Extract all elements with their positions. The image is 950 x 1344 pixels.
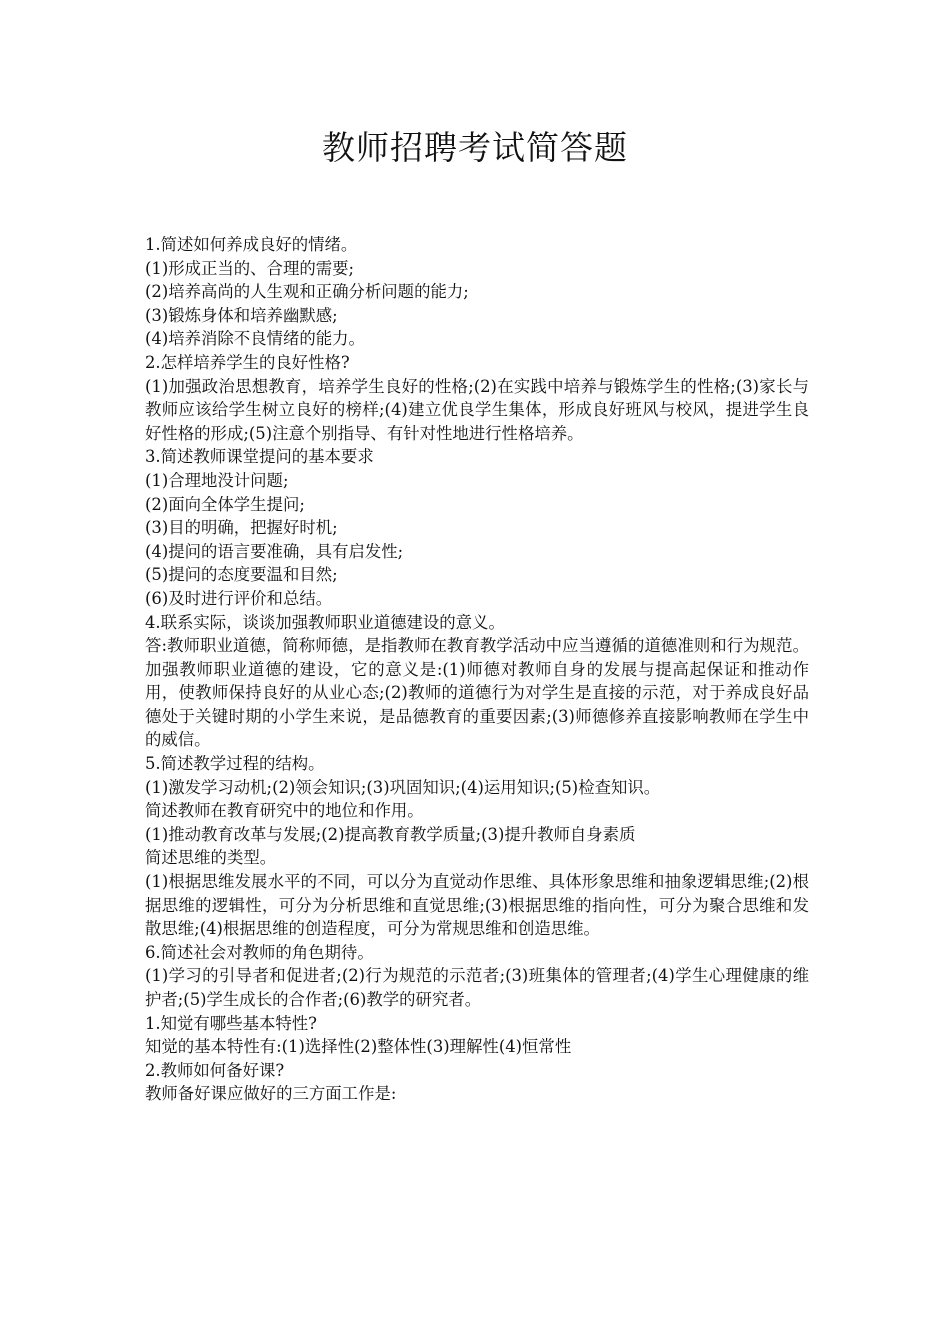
paragraph: (1)学习的引导者和促进者;(2)行为规范的示范者;(3)班集体的管理者;(4)学生心理健康的维护者;(5)学生成长的合作者;(6)教学的研究者。 bbox=[145, 966, 809, 1009]
paragraph: 答:教师职业道德，简称师德，是指教师在教育教学活动中应当遵循的道德准则和行为规范。加强教师职业道德的建设，它的意义是:(1)师德对教师自身的发展与提高起保证和推动作用，使教师保持良好的从业心态;(2)教师的道德行为对学生是直接的示范，对于养成良好品德处于关键时期的小学生来说，是品德教育的重要因素;(3)师德修养直接影响教师在学生中的威信。 bbox=[145, 636, 809, 750]
paragraph: (6)及时进行评价和总结。 bbox=[145, 588, 333, 608]
paragraph: 简述教师在教育研究中的地位和作用。 bbox=[145, 801, 424, 821]
paragraph: 1.知觉有哪些基本特性? bbox=[145, 1013, 317, 1033]
paragraph: (4)培养消除不良情绪的能力。 bbox=[145, 329, 365, 349]
paragraph: (2)培养高尚的人生观和正确分析问题的能力; bbox=[145, 282, 469, 302]
paragraph: 6.简述社会对教师的角色期待。 bbox=[145, 942, 374, 962]
paragraph: 1.简述如何养成良好的情绪。 bbox=[145, 235, 358, 254]
paragraph: 2.教师如何备好课? bbox=[145, 1060, 285, 1080]
paragraph: (5)提问的态度要温和目然; bbox=[145, 565, 338, 585]
paragraph: 2.怎样培养学生的良好性格? bbox=[145, 352, 350, 372]
paragraph: (1)推动教育改革与发展;(2)提高教育教学质量;(3)提升教师自身素质 bbox=[145, 824, 636, 844]
paragraph: (1)根据思维发展水平的不同，可以分为直觉动作思维、具体形象思维和抽象逻辑思维;(2)根据思维的逻辑性，可分为分析思维和直觉思维;(3)根据思维的指向性，可分为聚合思维和发散思维;(4)根据思维的创造程度，可分为常规思维和创造思维。 bbox=[145, 872, 809, 939]
paragraph: (1)加强政治思想教育，培养学生良好的性格;(2)在实践中培养与锻炼学生的性格;(3)家长与教师应该给学生树立良好的榜样;(4)建立优良学生集体，形成良好班风与校风，提进学生良好性格的形成;(5)注意个别指导、有针对性地进行性格培养。 bbox=[145, 376, 809, 443]
paragraph: 3.简述教师课堂提问的基本要求 bbox=[145, 447, 374, 467]
paragraph: 教师备好课应做好的三方面工作是: bbox=[145, 1084, 397, 1104]
document-title: 教师招聘考试简答题 bbox=[322, 128, 628, 167]
paragraph: 4.联系实际，谈谈加强教师职业道德建设的意义。 bbox=[145, 612, 505, 632]
paragraph: (3)目的明确，把握好时机; bbox=[145, 518, 338, 538]
paragraph: (3)锻炼身体和培养幽默感; bbox=[145, 305, 338, 325]
paragraph: (1)形成正当的、合理的需要; bbox=[145, 258, 355, 278]
paragraph: 5.简述教学过程的结构。 bbox=[145, 754, 325, 774]
paragraph: (2)面向全体学生提问; bbox=[145, 494, 305, 514]
paragraph: (1)激发学习动机;(2)领会知识;(3)巩固知识;(4)运用知识;(5)检查知识。 bbox=[145, 777, 661, 797]
document-body bbox=[145, 233, 809, 1106]
paragraph: 简述思维的类型。 bbox=[145, 848, 277, 868]
paragraph: (4)提问的语言要准确，具有启发性; bbox=[145, 541, 404, 561]
paragraph: (1)合理地没计问题; bbox=[145, 470, 289, 490]
paragraph: 知觉的基本特性有:(1)选择性(2)整体性(3)理解性(4)恒常性 bbox=[145, 1037, 572, 1057]
